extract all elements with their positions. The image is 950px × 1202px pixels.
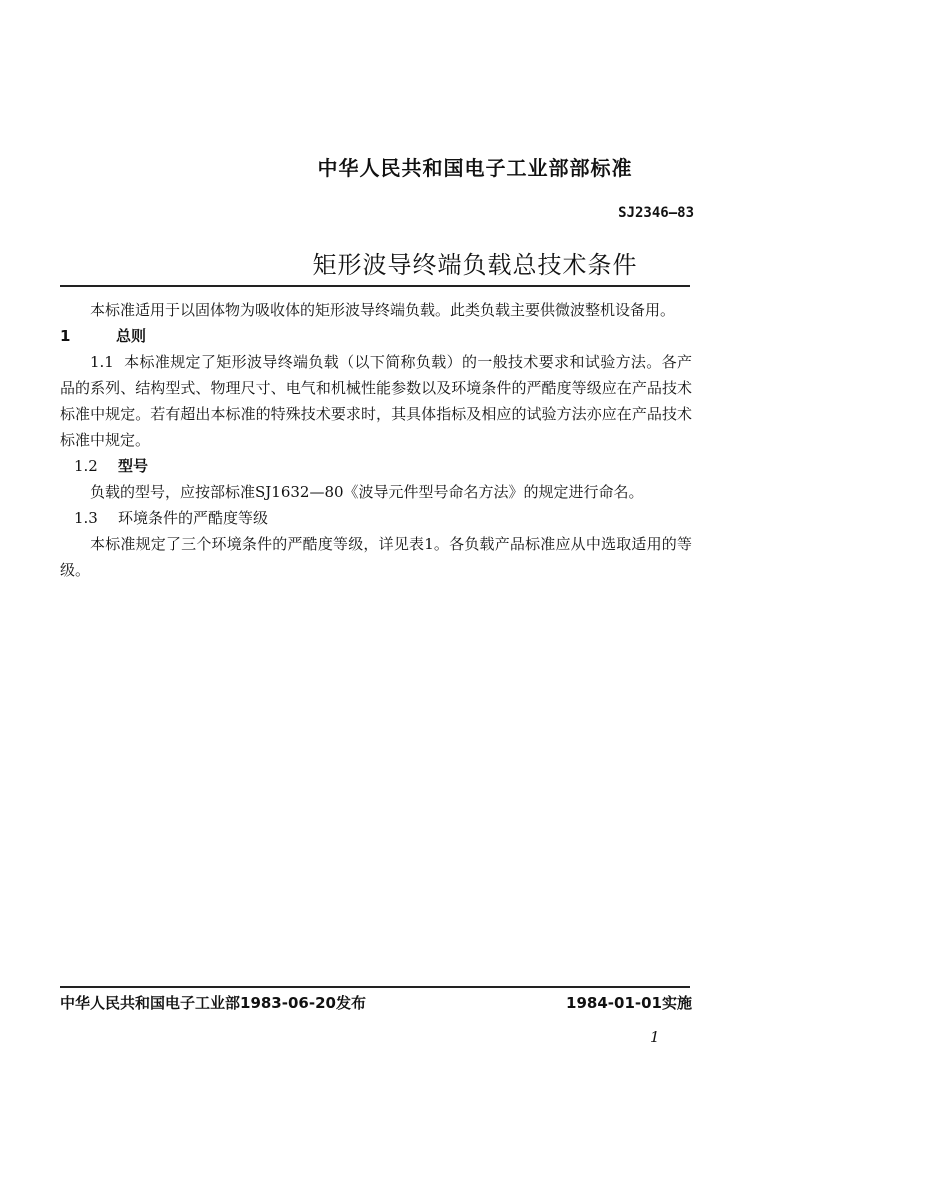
section-1-3-paragraph: 本标准规定了三个环境条件的严酷度等级，详见表1。各负载产品标准应从中选取适用的等级。 <box>60 535 692 579</box>
section-1-2-title: 型号 <box>118 457 149 475</box>
footer-divider <box>60 986 690 988</box>
section-1-2-number: 1.2 <box>74 457 98 475</box>
section-1-heading <box>60 323 692 349</box>
section-1-2-heading <box>60 453 692 479</box>
title-divider <box>60 285 690 287</box>
section-1-3-number: 1.3 <box>74 509 98 527</box>
document-body <box>60 297 692 583</box>
section-1-3-title: 环境条件的严酷度等级 <box>118 509 269 527</box>
section-1-number: 1 <box>60 327 71 345</box>
section-1-1-paragraph <box>60 349 692 453</box>
standard-number: SJ2346—83 <box>618 205 694 221</box>
section-1-3-heading <box>60 505 692 531</box>
section-1-1-text: 本标准规定了矩形波导终端负载（以下简称负载）的一般技术要求和试验方法。各产品的系列、结构型式、物理尺寸、电气和机械性能参数以及环境条件的严酷度等级应在产品技术标准中规定。若有超出本标准的特殊技术要求时，其具体指标及相应的试验方法亦应在产品技术标准中规定。 <box>60 353 692 449</box>
issue-date: 中华人民共和国电子工业部1983-06-20发布 <box>60 994 366 1012</box>
section-1-1-number: 1.1 <box>90 353 114 371</box>
effective-date: 1984-01-01实施 <box>566 994 692 1012</box>
issuing-authority: 中华人民共和国电子工业部部标准 <box>317 156 633 180</box>
section-1-2-paragraph: 负载的型号，应按部标准SJ1632—80《波导元件型号命名方法》的规定进行命名。 <box>90 483 644 501</box>
page-number: 1 <box>650 1028 660 1046</box>
section-1-title: 总则 <box>116 327 147 345</box>
document-title: 矩形波导终端负载总技术条件 <box>312 251 638 279</box>
intro-paragraph: 本标准适用于以固体物为吸收体的矩形波导终端负载。此类负载主要供微波整机设备用。 <box>90 301 676 319</box>
